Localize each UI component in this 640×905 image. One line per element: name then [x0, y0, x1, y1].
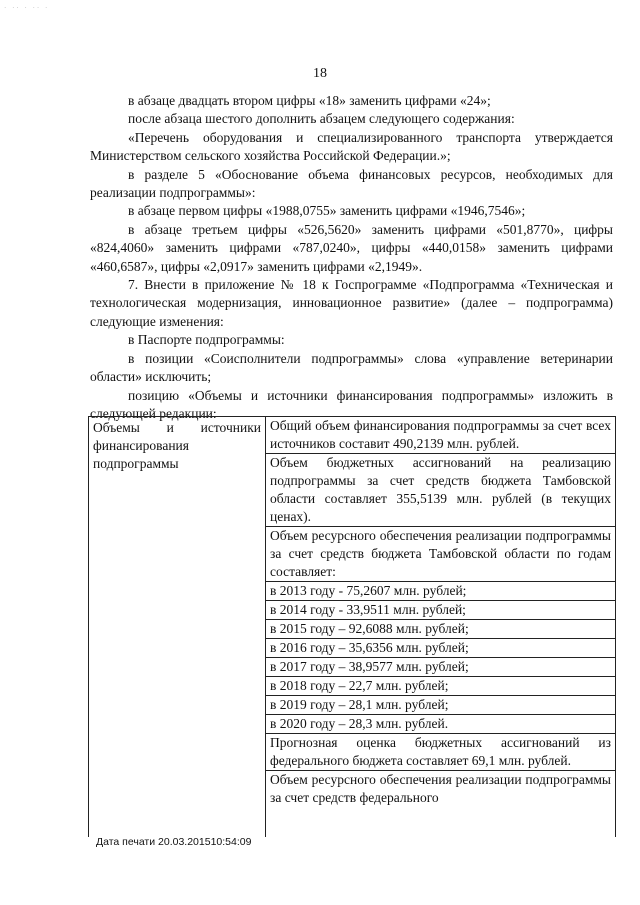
- paragraph: позицию «Объемы и источники финансирования подпрограммы» изложить в следующей редакции:: [90, 387, 613, 421]
- table-row: Объем ресурсного обеспечения реализации подпрограммы за счет средств бюджета Тамбовской области по годам составляет:: [266, 527, 615, 582]
- paragraph: в Паспорте подпрограммы:: [128, 332, 285, 348]
- table-row: Общий объем финансирования подпрограммы за счет всех источников составит 490,2139 млн. рублей.: [266, 417, 615, 454]
- table-row: в 2014 году - 33,9511 млн. рублей;: [266, 601, 615, 620]
- paragraph: «Перечень оборудования и специализированного транспорта утверждается Министерством сельского хозяйства Российской Федерации.»;: [90, 129, 613, 164]
- table-row: в 2017 году – 38,9577 млн. рублей;: [266, 658, 615, 677]
- table-row: Объем ресурсного обеспечения реализации подпрограммы за счет средств федерального: [270, 772, 611, 805]
- funding-table: [88, 416, 616, 837]
- table-row: в 2013 году - 75,2607 млн. рублей;: [266, 582, 615, 601]
- paragraph: в абзаце двадцать втором цифры «18» заменить цифрами «24»;: [128, 93, 491, 108]
- table-row: в 2015 году – 92,6088 млн. рублей;: [266, 620, 615, 639]
- paragraph: в разделе 5 «Обоснование объема финансовых ресурсов, необходимых для реализации подпрограммы»:: [90, 166, 613, 201]
- table-left-column: [89, 417, 266, 837]
- paragraph: в абзаце первом цифры «1988,0755» заменить цифрами «1946,7546»;: [128, 203, 526, 219]
- table-row: Прогнозная оценка бюджетных ассигнований из федерального бюджета составляет 69,1 млн. рублей.: [266, 734, 615, 771]
- page-number: 18: [313, 66, 327, 81]
- document-body: [90, 92, 613, 423]
- paragraph: в позиции «Соисполнители подпрограммы» слова «управление ветеринарии области» исключить;: [90, 350, 613, 385]
- table-row: в 2019 году – 28,1 млн. рублей;: [266, 696, 615, 715]
- table-row: в 2016 году – 35,6356 млн. рублей;: [266, 639, 615, 658]
- table-row: в 2020 году – 28,3 млн. рублей.: [266, 715, 615, 734]
- paragraph: 7. Внести в приложение № 18 к Госпрограмме «Подпрограмма «Техническая и технологическая модернизация, инновационное развитие» (далее – подпрограмма) следующие изменения:: [90, 277, 613, 329]
- table-right-column: [266, 417, 615, 837]
- table-row: Объем бюджетных ассигнований на реализацию подпрограммы за счет средств бюджета Тамбовской области составляет 355,5139 млн. рублей (в текущих ценах).: [266, 454, 615, 527]
- scan-marks: · ·· · ·· ·: [4, 4, 50, 12]
- print-date: Дата печати 20.03.201510:54:09: [96, 836, 252, 848]
- paragraph: после абзаца шестого дополнить абзацем следующего содержания:: [128, 111, 515, 127]
- table-row: в 2018 году – 22,7 млн. рублей;: [266, 677, 615, 696]
- paragraph: в абзаце третьем цифры «526,5620» заменить цифрами «501,8770», цифры «824,4060» заменить цифрами «787,0240», цифры «440,0158» заменить цифрами «460,6587», цифры «2,0917» заменить цифрами «2,1949».: [90, 221, 613, 274]
- table-left-header: Объемы и источники финансирования подпрограммы: [93, 420, 261, 471]
